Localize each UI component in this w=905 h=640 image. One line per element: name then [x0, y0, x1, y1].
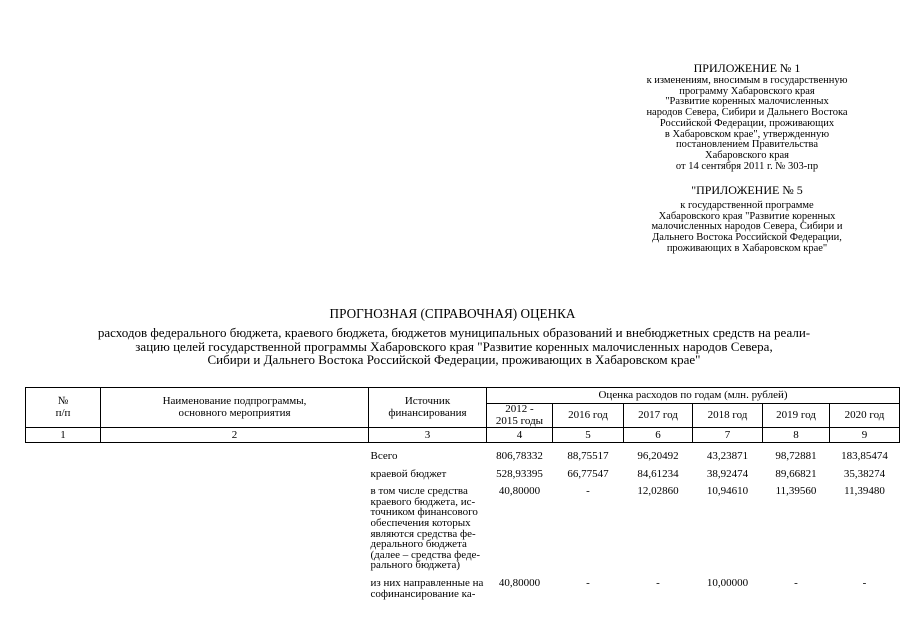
header-year: 2019 год: [763, 404, 830, 428]
annex-5-text: [623, 201, 871, 255]
subtitle-line: зацию целей государственной программы Хабаровского края "Развитие коренных малочисленных народов Севера,: [135, 338, 773, 354]
value-cell: 84,61234: [637, 467, 679, 480]
annex-1-block: [616, 61, 878, 172]
subtitle-line: Сибири и Дальнего Востока Российской Федерации, проживающих в Хабаровском крае": [207, 352, 701, 367]
value-cell: -: [862, 576, 867, 589]
annex-1-line: народов Севера, Сибири и Дальнего Востока: [646, 107, 848, 119]
value-cell: 88,75517: [567, 450, 609, 462]
annex-1-line: Российской Федерации, проживающих: [659, 117, 835, 129]
value-cell: 35,38274: [843, 467, 886, 480]
annex-1-line: Хабаровского края: [705, 149, 789, 161]
column-number: 2: [101, 428, 369, 443]
source-cell: краевой бюджет: [370, 467, 447, 480]
value-cell: 183,85474: [841, 450, 888, 462]
table-row: [26, 576, 900, 604]
annex-1-line: к изменениям, вносимым в государственную: [646, 75, 848, 86]
value-cell: -: [586, 576, 590, 589]
column-number: 6: [624, 428, 693, 443]
value-cell: 40,80000: [498, 485, 541, 498]
value-cell: -: [586, 485, 590, 498]
source-cell: Всего: [370, 450, 398, 462]
expenditure-table: [25, 387, 900, 604]
document-subtitle: [34, 326, 874, 367]
annex-5-line: к государственной программе: [680, 200, 814, 211]
column-number: 4: [487, 428, 553, 443]
value-cell: -: [656, 576, 660, 589]
column-numbers-row: [26, 428, 900, 443]
value-cell: 10,00000: [706, 576, 749, 589]
value-cell: 66,77547: [567, 467, 609, 480]
value-cell: 11,39560: [775, 485, 817, 498]
annex-5-title: "ПРИЛОЖЕНИЕ № 5: [691, 183, 803, 197]
column-number: 3: [369, 428, 487, 443]
annex-5-line: Дальнего Востока Российской Федерации,: [652, 232, 842, 244]
column-number: 8: [763, 428, 830, 443]
table-row: [26, 467, 900, 485]
column-number: 5: [553, 428, 624, 443]
annex-1-line: постановлением Правительства: [675, 139, 818, 151]
annex-1-line: в Хабаровском крае", утвержденную: [664, 128, 830, 140]
value-cell: -: [794, 576, 798, 589]
header-source: Источник финансирования: [369, 388, 487, 428]
value-cell: 10,94610: [706, 485, 749, 498]
header-estimate-group: Оценка расходов по годам (млн. рублей): [487, 388, 900, 404]
column-number: 1: [26, 428, 101, 443]
document-title: ПРОГНОЗНАЯ (СПРАВОЧНАЯ) ОЦЕНКА: [329, 306, 576, 321]
value-cell: 11,39480: [844, 485, 885, 498]
annex-5-line: малочисленных народов Севера, Сибири и: [651, 221, 843, 233]
value-cell: 40,80000: [498, 576, 541, 589]
value-cell: 96,20492: [637, 450, 679, 462]
annex-5-block: [623, 183, 871, 255]
annex-1-line: программу Хабаровского края: [679, 85, 815, 97]
subtitle-line: расходов федерального бюджета, краевого бюджета, бюджетов муниципальных образований и внебюджетных средств на реали-: [97, 325, 811, 340]
annex-1-text: [616, 76, 878, 172]
value-cell: 528,93395: [496, 467, 543, 480]
value-cell: 38,92474: [706, 467, 749, 480]
header-number: № п/п: [26, 388, 101, 428]
value-cell: 98,72881: [775, 450, 817, 462]
column-number: 7: [693, 428, 763, 443]
header-year: 2018 год: [693, 404, 763, 428]
value-cell: 12,02860: [637, 485, 679, 498]
annex-5-line: проживающих в Хабаровском крае": [666, 242, 828, 254]
header-year: 2020 год: [830, 404, 900, 428]
header-name: Наименование подпрограммы, основного мероприятия: [101, 388, 369, 428]
source-cell: из них направленные на софинансирование ка-: [370, 576, 484, 600]
value-cell: 89,66821: [775, 467, 817, 480]
annex-1-line: от 14 сентября 2011 г. № 303-пр: [675, 160, 819, 172]
header-year: 2012 - 2015 годы: [487, 404, 553, 428]
source-cell: в том числе средства краевого бюджета, ис- точником финансового обеспечения которых являются средства фе- дерального бюджета (далее – средства феде- рального бюджета): [370, 485, 481, 572]
value-cell: 43,23871: [706, 450, 749, 462]
table-row: [26, 449, 900, 467]
header-year: 2017 год: [624, 404, 693, 428]
annex-1-line: "Развитие коренных малочисленных: [665, 96, 829, 108]
annex-5-line: Хабаровского края "Развитие коренных: [658, 210, 836, 222]
column-number: 9: [830, 428, 900, 443]
value-cell: 806,78332: [496, 450, 543, 462]
header-year: 2016 год: [553, 404, 624, 428]
annex-1-title: ПРИЛОЖЕНИЕ № 1: [693, 61, 801, 75]
table-row: [26, 484, 900, 576]
